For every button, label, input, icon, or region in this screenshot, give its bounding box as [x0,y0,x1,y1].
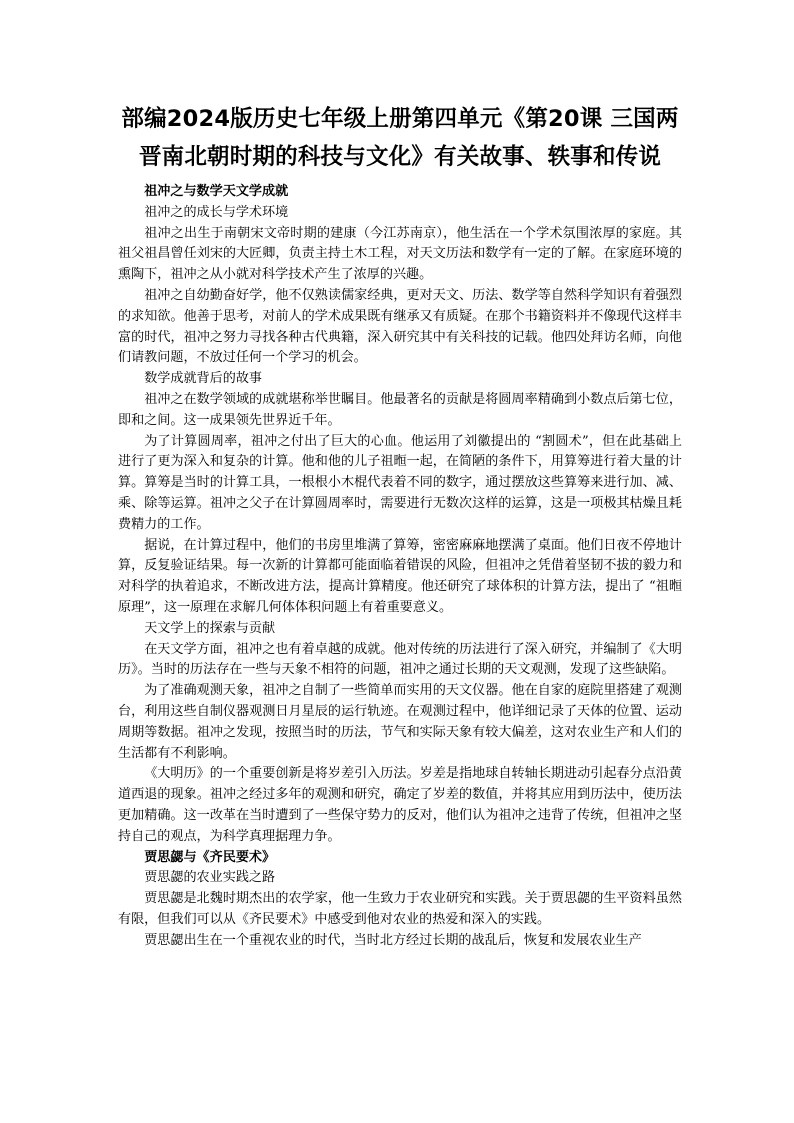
paragraph: 据说，在计算过程中，他们的书房里堆满了算筹，密密麻麻地摆满了桌面。他们日夜不停地计算，反复验证结果。每一次新的计算都可能面临着错误的风险，但祖冲之凭借着坚韧不拔的毅力和对科学的执着追求，不断改进方法，提高计算精度。他还研究了球体积的计算方法，提出了 “祖暅原理”，这一原理在求解几何体体积问题上有着重要意义。 [118,537,682,615]
paragraph: 祖冲之自幼勤奋好学，他不仅熟读儒家经典，更对天文、历法、数学等自然科学知识有着强烈的求知欲。他善于思考，对前人的学术成果既有继承又有质疑。在那个书籍资料并不像现代这样丰富的时代，祖冲之努力寻找各种古代典籍，深入研究其中有关科技的记载。他四处拜访名师，向他们请教问题，不放过任何一个学习的机会。 [118,287,682,366]
subheading-agriculture: 贾思勰的农业实践之路 [144,870,276,886]
paragraph: 为了计算圆周率，祖冲之付出了巨大的心血。他运用了刘徽提出的 “割圆术”，但在此基础上进行了更为深入和复杂的计算。他和他的儿子祖暅一起，在简陋的条件下，用算筹进行着大量的计算。算筹是当时的计算工具，一根根小木棍代表着不同的数字，通过摆放这些算筹来进行加、减、乘、除等运算。祖冲之父子在计算圆周率时，需要进行无数次这样的运算，这是一项极其枯燥且耗费精力的工作。 [118,433,682,532]
paragraph: 祖冲之出生于南朝宋文帝时期的建康（今江苏南京），他生活在一个学术氛围浓厚的家庭。其祖父祖昌曾任刘宋的大匠卿，负责主持土木工程，对天文历法和数学有一定的了解。在家庭环境的熏陶下，祖冲之从小就对科学技术产生了浓厚的兴趣。 [118,225,682,283]
paragraph: 在天文学方面，祖冲之也有着卓越的成就。他对传统的历法进行了深入研究，并编制了《大明历》。当时的历法存在一些与天象不相符的问题，祖冲之通过长期的天文观测，发现了这些缺陷。 [118,641,682,678]
subheading-astronomy: 天文学上的探索与贡献 [144,620,276,636]
paragraph: 贾思勰出生在一个重视农业的时代，当时北方经过长期的战乱后，恢复和发展农业生产 [144,932,642,948]
document-title: 部编2024版历史七年级上册第四单元《第20课 三国两晋南北朝时期的科技与文化》有关故事、轶事和传说 [121,106,679,170]
paragraph: 祖冲之在数学领域的成就堪称举世瞩目。他最著名的贡献是将圆周率精确到小数点后第七位，即和之间。这一成果领先世界近千年。 [118,391,682,428]
paragraph: 贾思勰是北魏时期杰出的农学家，他一生致力于农业研究和实践。关于贾思勰的生平资料虽然有限，但我们可以从《齐民要术》中感受到他对农业的热爱和深入的实践。 [118,891,682,927]
subheading-math: 数学成就背后的故事 [144,371,263,387]
section-heading-jia-sixie: 贾思勰与《齐民要术》 [144,849,276,865]
paragraph: 《大明历》的一个重要创新是将岁差引入历法。岁差是指地球自转轴长期进动引起春分点沿黄道西退的现象。祖冲之经过多年的观测和研究，确定了岁差的数值，并将其应用到历法中，使历法更加精确。这一改革在当时遭到了一些保守势力的反对，他们认为祖冲之违背了传统，但祖冲之坚持自己的观点，为科学真理据理力争。 [118,766,682,844]
section-heading-zu-chongzhi: 祖冲之与数学天文学成就 [144,184,289,199]
document-body [118,182,682,951]
subheading-growth: 祖冲之的成长与学术环境 [144,204,289,220]
paragraph: 为了准确观测天象，祖冲之自制了一些简单而实用的天文仪器。他在自家的庭院里搭建了观测台，利用这些自制仪器观测日月星辰的运行轨迹。在观测过程中，他详细记录了天体的位置、运动周期等数据。祖冲之发现，按照当时的历法，节气和实际天象有较大偏差，这对农业生产和人们的生活都有不利影响。 [118,683,682,761]
